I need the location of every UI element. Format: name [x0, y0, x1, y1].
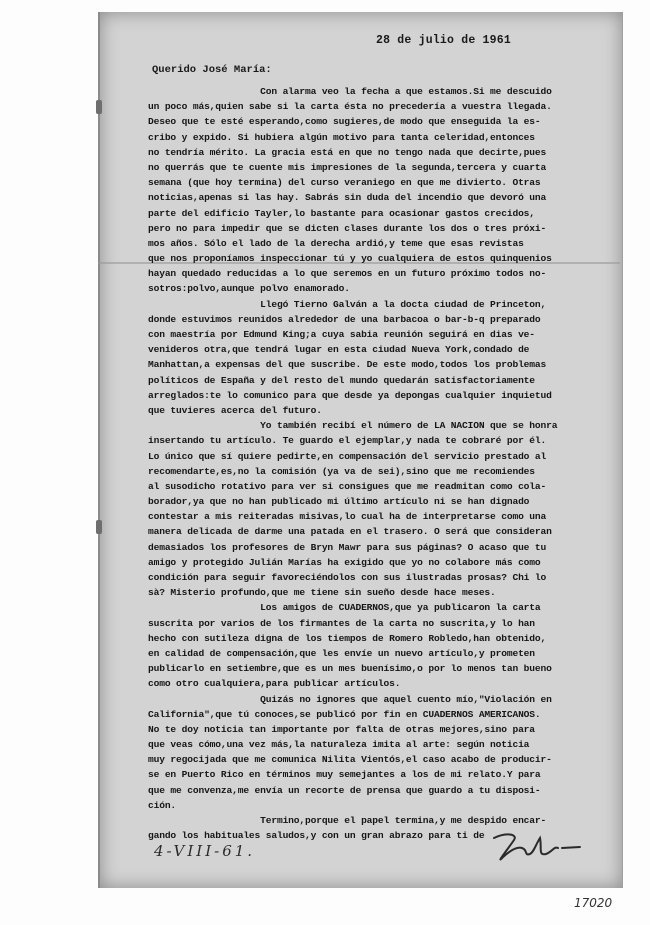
letter-line: en calidad de compensación,que les envíe un nuevo artículo,y prometen — [148, 647, 535, 659]
letter-line: Quizás no ignores que aquel cuento mío,"Violación en — [148, 693, 552, 705]
letter-line: borador,ya que no han publicado mi último artículo ni se han dignado — [148, 496, 530, 508]
letter-line: Lo único que sí quiere pedirte,en compensación del servicio prestado al — [148, 450, 547, 462]
letter-line: que me convenza,me envía un recorte de prensa que guardo a tu disposi- — [148, 784, 541, 796]
letter-line: que nos proponíamos inspeccionar tú y yo cualquiera de estos quinquenios — [148, 253, 552, 265]
letter-date: 28 de julio de 1961 — [376, 34, 511, 47]
letter-line: recomendarte,es,no la comisión (ya va de sei),sino que me recomiendes — [148, 465, 535, 477]
letter-line: venideros otra,que tendrá lugar en esta ciudad Nueva York,condado de — [148, 344, 530, 356]
handwritten-signature — [488, 826, 584, 866]
letter-line: hayan quedado reducidas a lo que seremos en un futuro próximo todos no- — [148, 268, 547, 280]
letter-line: Los amigos de CUADERNOS,que ya publicaron la carta — [148, 602, 541, 614]
letter-line: Termino,porque el papel termina,y me despido encar- — [148, 815, 547, 826]
letter-line: parte del edificio Tayler,lo bastante para ocasionar gastos crecidos, — [148, 207, 535, 219]
handwritten-date: 4-VIII-61. — [154, 842, 256, 860]
letter-line: semana (que hoy termina) del curso veraniego en que me divierto. Otras — [148, 177, 541, 189]
letter-line: se en Puerto Rico en términos muy semejantes a los de mi relato.Y para — [148, 769, 541, 781]
letter-line: Con alarma veo la fecha a que estamos.Si me descuido — [148, 86, 552, 97]
letter-line: al susodicho rotativo para ver si consigues que me readmitan como cola- — [148, 480, 547, 492]
letter-body — [148, 84, 608, 843]
letter-line: cribo y expido. Si hubiera algún motivo para tanta celeridad,entonces — [148, 131, 535, 143]
letter-line: pero no para impedir que se dicten clases durante los dos o tres próxi- — [148, 222, 547, 234]
letter-line: Yo también recibí el número de LA NACION que se honra — [148, 420, 558, 432]
letter-salutation: Querido José María: — [152, 64, 272, 76]
letter-line: publicarlo en setiembre,que es un mes buenísimo,o por lo menos tan bueno — [148, 663, 552, 675]
letter-line: California",que tú conoces,se publicó por fin en CUADERNOS AMERICANOS. — [148, 708, 541, 720]
letter-line: no querrás que te cuente mis impresiones de la segunda,tercera y cuarta — [148, 161, 547, 173]
letter-line: que tuvieres acerca del futuro. — [148, 404, 322, 416]
letter-line: ción. — [148, 799, 177, 811]
letter-line: hecho con sutileza digna de los tiempos de Romero Robledo,han obtenido, — [148, 632, 547, 644]
letter-line: contestar a mis reiteradas misivas,lo cual ha de interpretarse como una — [148, 511, 547, 523]
letter-line: políticos de España y del resto del mundo quedarán satisfactoriamente — [148, 374, 535, 386]
letter-line: gando los habituales saludos,y con un gran abrazo para ti de — [148, 830, 485, 842]
letter-line: que veas cómo,una vez más,la naturaleza imita al arte: según noticia — [148, 739, 530, 751]
letter-line: no tendría mérito. La gracia está en que no tengo nada que decirte,pues — [148, 146, 547, 158]
letter-line: mos años. Sólo el lado de la derecha ardió,y teme que esas revistas — [148, 237, 524, 249]
letter-line: noticias,apenas si las hay. Sabrás sin duda del incendio que devoró una — [148, 192, 547, 204]
binder-mark — [96, 520, 102, 534]
letter-line: Deseo que te esté esperando,como sugieres,de modo que enseguida la es- — [148, 116, 541, 128]
letter-line: muy regocijada que me comunica Nilita Vientós,el caso acabo de producir- — [148, 754, 552, 766]
letter-line: suscrita por varios de los firmantes de la carta no suscrita,y lo han — [148, 617, 535, 629]
letter-line: Manhattan,a expensas del que suscribe. De este modo,todos los problemas — [148, 359, 547, 371]
archive-number: 17020 — [574, 896, 613, 910]
letter-line: sà? Misterio profundo,que me tiene sin sueño desde hace meses. — [148, 587, 496, 599]
letter-line: donde estuvimos reunidos alrededor de una barbacoa o bar-b-q preparado — [148, 313, 541, 325]
letter-line: con maestría por Edmund King;a cuya sabia reunión seguirá en dias ve- — [148, 329, 535, 340]
binder-mark — [96, 100, 102, 114]
letter-line: Llegó Tierno Galván a la docta ciudad de Princeton, — [148, 298, 547, 310]
letter-line: insertando tu artículo. Te guardo el ejemplar,y nada te cobraré por él. — [148, 435, 547, 447]
letter-line: un poco más,quien sabe si la carta ésta no precedería a vuestra llegada. — [148, 101, 552, 113]
letter-line: arreglados:te lo comunico para que desde ya depongas cualquier inquietud — [148, 389, 552, 401]
letter-line: No te doy noticia tan importante por falta de otras mejores,sino para — [148, 723, 535, 735]
letter-line: manera delicada de darme una patada en el trasero. O será que consideran — [148, 526, 552, 538]
letter-line: como otro cualquiera,para publicar artículos. — [148, 678, 401, 690]
letter-line: condición para seguir favoreciéndolos con sus ilustradas prosas? Chi lo — [148, 572, 547, 583]
letter-line: demasiados los profesores de Bryn Mawr para sus páginas? O acaso que tu — [148, 541, 547, 553]
letter-line: sotros:polvo,aunque polvo enamorado. — [148, 283, 350, 295]
letter-line: amigo y protegido Julián Marías ha exigido que yo no colabore más como — [148, 556, 541, 568]
